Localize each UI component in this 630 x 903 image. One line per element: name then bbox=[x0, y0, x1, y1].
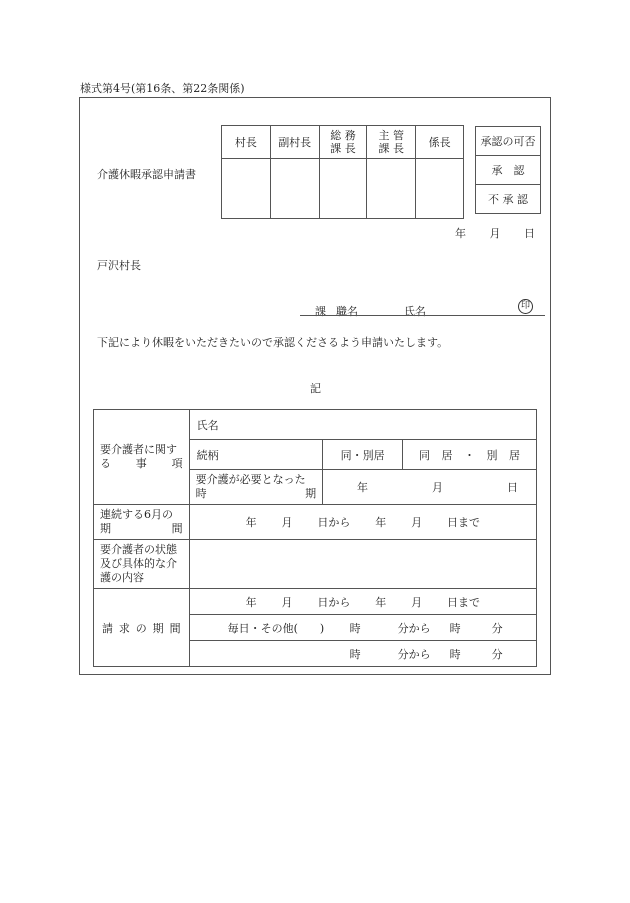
care-name-field[interactable]: 氏名 bbox=[189, 410, 536, 440]
date-day-label: 日 bbox=[524, 227, 535, 240]
stamp-header-village-head: 村長 bbox=[222, 126, 271, 159]
stamp-cell[interactable] bbox=[367, 159, 416, 219]
six-month-period-field[interactable]: 年 月 日から 年 月 日まで bbox=[189, 505, 536, 540]
request-period-daily[interactable]: 毎日・その他( ) 時 分から 時 分 bbox=[189, 615, 536, 641]
care-state-field[interactable] bbox=[189, 540, 536, 589]
request-period-dates[interactable]: 年 月 日から 年 月 日まで bbox=[189, 589, 536, 615]
stamp-cell[interactable] bbox=[416, 159, 464, 219]
request-statement: 下記により休暇をいただきたいので承認くださるよう申請いたします。 bbox=[97, 336, 449, 349]
reject-option[interactable]: 不 承 認 bbox=[476, 185, 541, 214]
form-caption: 様式第4号(第16条、第22条関係) bbox=[80, 82, 245, 95]
approval-box bbox=[475, 126, 541, 214]
stamp-header-dept-chief: 主 管 課 長 bbox=[367, 126, 416, 159]
seal-mark: 印 bbox=[518, 299, 533, 314]
cohabit-label: 同・別居 bbox=[323, 440, 403, 470]
date-year-label: 年 bbox=[455, 227, 466, 240]
stamp-cell[interactable] bbox=[222, 159, 271, 219]
ki-heading: 記 bbox=[310, 382, 321, 395]
stamp-header-deputy-head: 副村長 bbox=[270, 126, 319, 159]
details-table bbox=[93, 409, 537, 667]
signature-section-label: 課 bbox=[315, 305, 326, 318]
care-need-date-field[interactable]: 年 月 日 bbox=[323, 470, 537, 505]
care-state-label: 要介護者の状態 及び具体的な介 護の内容 bbox=[94, 540, 190, 589]
care-subject-label: 要介護者に関す る 事 項 bbox=[94, 410, 190, 505]
form-title: 介護休暇承認申請書 bbox=[97, 168, 196, 181]
cohabit-options[interactable]: 同 居 ・ 別 居 bbox=[403, 440, 537, 470]
stamp-cell[interactable] bbox=[270, 159, 319, 219]
application-date bbox=[455, 225, 535, 241]
request-period-label: 請 求 の 期 間 bbox=[94, 589, 190, 667]
signature-name-label: 氏名 bbox=[404, 305, 426, 318]
approval-header: 承認の可否 bbox=[476, 127, 541, 156]
stamp-cell[interactable] bbox=[319, 159, 367, 219]
signature-position-label: 職名 bbox=[336, 305, 358, 318]
signature-line bbox=[300, 315, 545, 316]
care-need-date-label: 要介護が必要となった 時 期 bbox=[189, 470, 323, 505]
relation-field[interactable]: 続柄 bbox=[189, 440, 323, 470]
stamp-header-section-head: 係長 bbox=[416, 126, 464, 159]
request-period-time[interactable]: 時 分から 時 分 bbox=[189, 641, 536, 667]
stamp-header-general-affairs-chief: 総 務 課 長 bbox=[319, 126, 367, 159]
date-month-label: 月 bbox=[489, 227, 501, 240]
approve-option[interactable]: 承 認 bbox=[476, 156, 541, 185]
recipient: 戸沢村長 bbox=[97, 259, 141, 272]
stamp-box bbox=[221, 125, 464, 219]
six-month-period-label: 連続する6月の 期 間 bbox=[94, 505, 190, 540]
